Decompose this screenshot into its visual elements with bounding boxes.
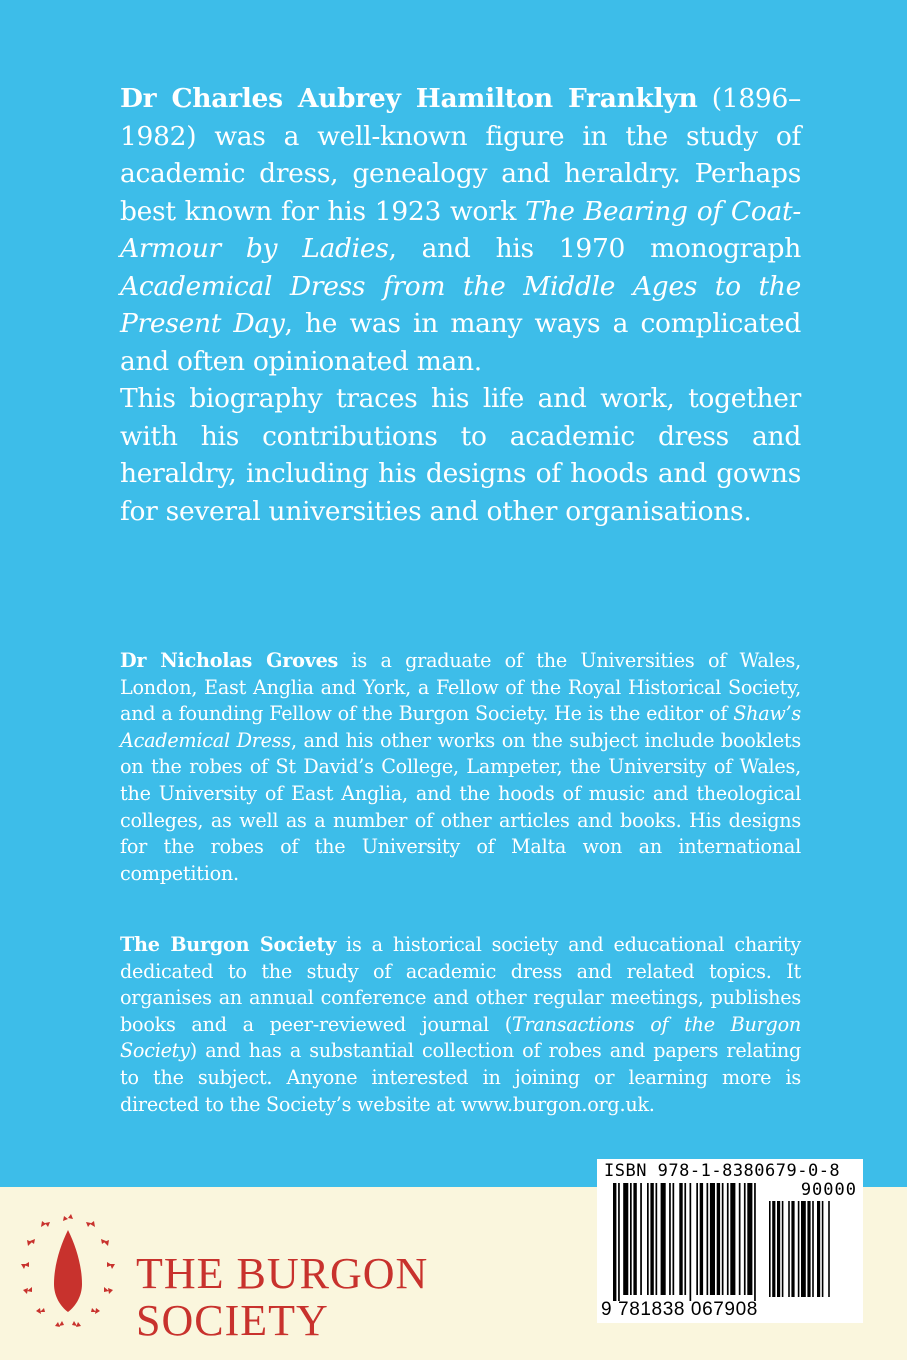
isbn-text: ISBN 978-1-8380679-0-8 [604,1161,841,1181]
isbn-barcode [597,1159,863,1323]
barcode-bar [730,1183,735,1295]
barcode-bar [710,1183,715,1295]
barcode-bar [696,1183,698,1295]
work-title: Shaw’s Academical Dress [120,702,801,752]
barcode-bar [647,1183,649,1295]
barcode-bar [669,1183,671,1295]
burgon-crest-icon [18,1212,118,1332]
barcode-bar [777,1201,780,1297]
barcode-bar [673,1183,675,1295]
barcode-bar [630,1183,632,1295]
barcode-bar [690,1183,692,1301]
barcode-bar [822,1201,824,1297]
journal-title: Transactions of the Burgon Society [120,1012,801,1063]
barcode-bar [684,1183,686,1295]
barcode-bar [747,1183,752,1295]
barcode-bar [798,1201,800,1297]
barcode-bar [812,1201,814,1297]
society-description: The Burgon Society is a historical society and educational charity dedicated to the study of academic dress and related topics. It organises an annual conference and other regular meetings, publishes books and a peer-reviewed journal (Transactions of the Burgon Society) and has a substantial collection of robes and papers relating to the subject. Anyone interested in joining or learning more is directed to the Society’s website at www.burgon.org.uk. [120,933,801,1116]
barcode-bar [707,1183,709,1295]
barcode-bar [722,1183,724,1295]
burgon-society-logo-text: THE BURGON SOCIETY [136,1249,429,1345]
barcode-bar [769,1201,771,1297]
barcode-bar [772,1201,775,1297]
author-name: Dr Nicholas Groves [120,649,339,672]
barcode-bar [661,1183,666,1295]
barcode-bar [807,1201,810,1297]
barcode-bar [782,1201,784,1297]
barcode-bar [727,1183,729,1295]
work-title: Academical Dress from the Middle Ages to the Present Day [120,270,801,339]
barcode-bar [640,1183,642,1295]
book-blurb [120,80,801,530]
barcode-bar [828,1201,830,1297]
barcode-bar [744,1183,746,1295]
barcode-bar [650,1183,653,1295]
barcode-bar [791,1201,794,1297]
work-title: The Bearing of Coat-Armour by Ladies [120,195,801,264]
barcode-bar [817,1201,820,1297]
barcode-bar [739,1183,741,1295]
barcode-bar [700,1183,703,1295]
addon-digits: 90000 [800,1180,857,1200]
barcode-bar [679,1183,682,1295]
barcode-bar [788,1201,790,1297]
subject-name: Dr Charles Aubrey Hamilton Franklyn [120,83,698,114]
author-bio: Dr Nicholas Groves is a graduate of the Universities of Wales, London, East Anglia and York, a Fellow of the Royal Historical Society, and a founding Fellow of the Burgon Society. He is the editor of Shaw’s Academical Dress, and his other works on the subject include booklets on the robes of St David’s College, Lampeter, the University of Wales, the University of East Anglia, and the hoods of music and theological colleges, as well as a number of other articles and books. His designs for the robes of the University of Malta won an international competition. [120,649,801,885]
blurb-paragraph-1: Dr Charles Aubrey Hamilton Franklyn (1896–1982) was a well-known figure in the study of academic dress, genealogy and heraldry. Perhaps best known for his 1923 work The Bearing of Coat-Armour by Ladies, and his 1970 monograph Academical Dress from the Middle Ages to the Present Day, he was in many ways a complicated and often opinionated man. [120,83,801,377]
barcode-bar [717,1183,720,1295]
barcode-bar [618,1183,620,1301]
barcode-bar [656,1183,658,1295]
barcode-bar [633,1183,636,1295]
society-name: The Burgon Society [120,933,336,956]
barcode-bar [613,1183,616,1301]
barcode-bar [623,1183,628,1295]
blurb-paragraph-2: This biography traces his life and work, together with his contributions to academic dress and heraldry, including his designs of hoods and gowns for several universities and other organisations. [120,383,801,527]
barcode-bar [801,1201,806,1297]
ean-digits: 9 781838 067908 [601,1299,758,1320]
barcode-bar [754,1183,756,1301]
